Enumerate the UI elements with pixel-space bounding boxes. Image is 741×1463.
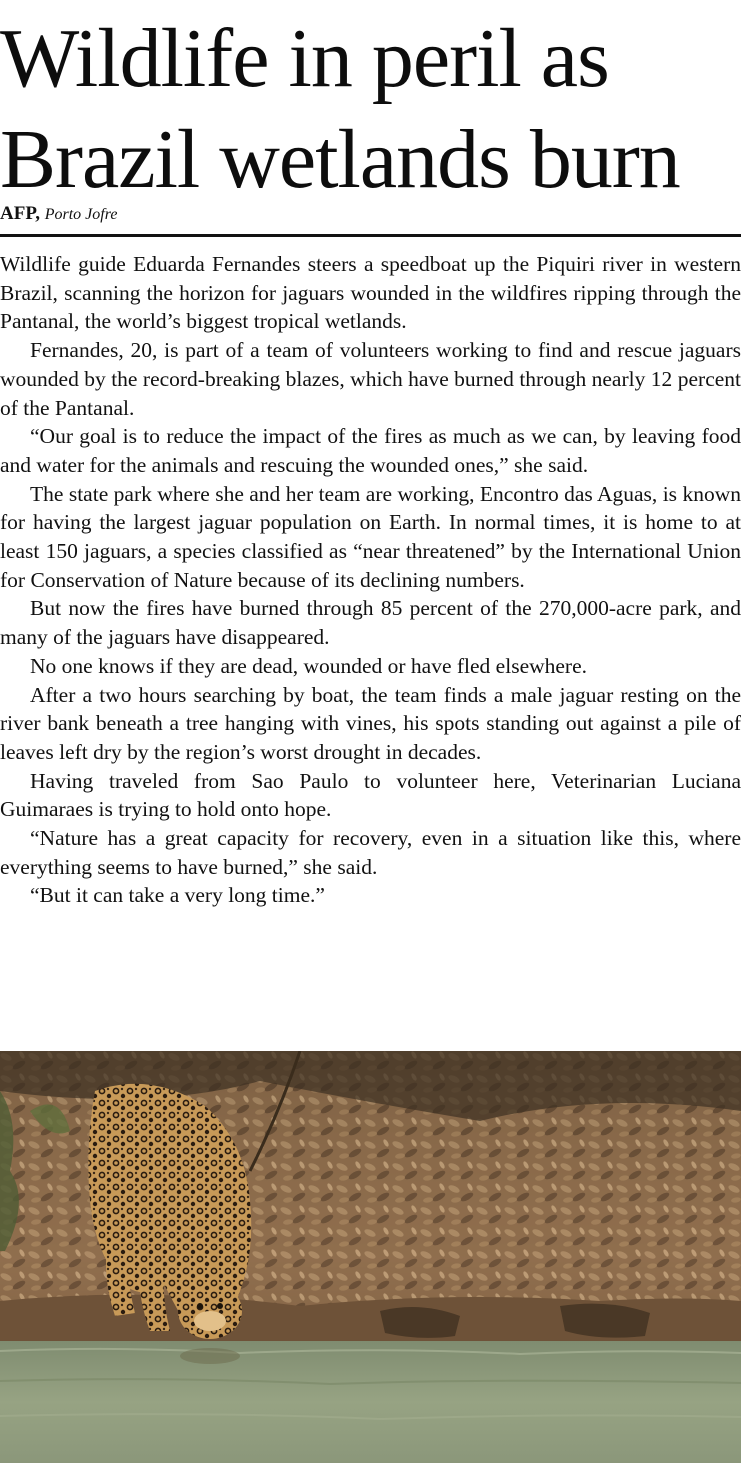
headline-line-2: Brazil wetlands burn <box>0 113 680 206</box>
article-paragraph: No one knows if they are dead, wounded or have fled elsewhere. <box>30 653 588 678</box>
article-paragraph: “But it can take a very long time.” <box>30 883 325 908</box>
byline-place: Porto Jofre <box>44 206 118 223</box>
article-paragraph: “Our goal is to reduce the impact of the fires as much as we can, by leaving food and water for the animals and rescuing the wounded ones,” she said. <box>0 424 741 477</box>
article-paragraph: Having traveled from Sao Paulo to volunteer here, Veterinarian Luciana Guimaraes is trying to hold onto hope. <box>0 768 741 822</box>
article-paragraph: “Nature has a great capacity for recovery, even in a situation like this, where everything seems to have burned,” she said. <box>0 826 741 879</box>
byline-agency: AFP, <box>0 203 40 224</box>
jaguar-photo <box>0 1051 741 1463</box>
article-body <box>0 250 741 910</box>
article-paragraph: But now the fires have burned through 85 percent of the 270,000-acre park, and many of the jaguars have disappeared. <box>0 596 741 650</box>
article-paragraph: The state park where she and her team are working, Encontro das Aguas, is known for having the largest jaguar population on Earth. In normal times, it is home to at least 150 jaguars, a species classified as “near threatened” by the International Union for Conservation of Nature because of its declining numbers. <box>0 481 741 592</box>
headline-line-1: Wildlife in peril as <box>0 12 609 105</box>
headline <box>0 8 741 210</box>
article-paragraph: Wildlife guide Eduarda Fernandes steers a speedboat up the Piquiri river in western Brazil, scanning the horizon for jaguars wounded in the wildfires ripping through the Pantanal, the world’s biggest tropical wetlands. <box>0 252 741 334</box>
article-paragraph: Fernandes, 20, is part of a team of volunteers working to find and rescue jaguars wounded by the record-breaking blazes, which have burned through nearly 12 percent of the Pantanal. <box>0 338 741 420</box>
byline <box>0 201 117 228</box>
headline-divider <box>0 234 741 237</box>
article-paragraph: After a two hours searching by boat, the team finds a male jaguar resting on the river bank beneath a tree hanging with vines, his spots standing out against a pile of leaves left dry by the region’s worst drought in decades. <box>0 682 741 764</box>
